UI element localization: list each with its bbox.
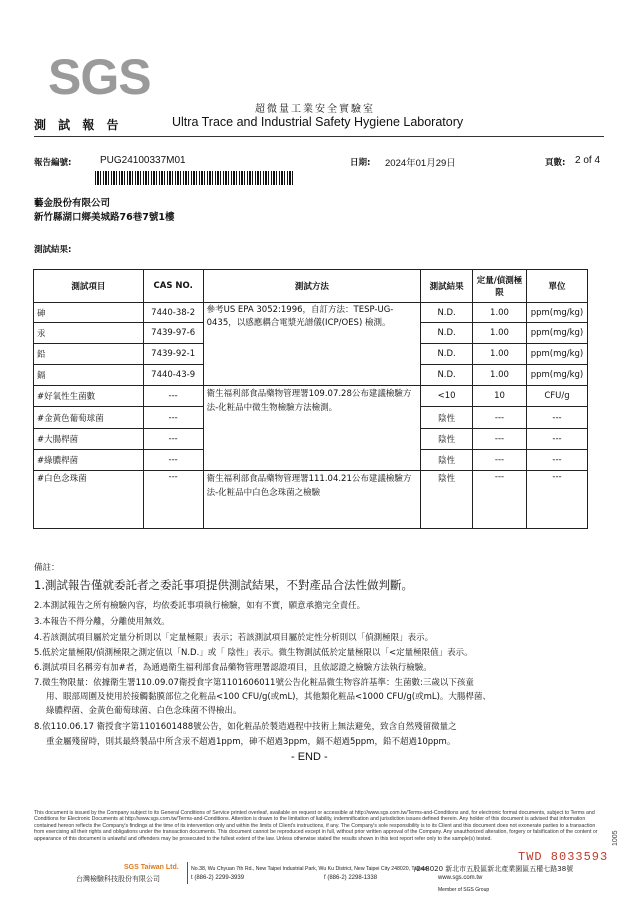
cell-item: 汞 xyxy=(34,323,144,344)
cell-limit: --- xyxy=(473,471,527,529)
cell-result: 陰性 xyxy=(421,429,473,450)
company-name-cn: 台灣檢驗科技股份有限公司 xyxy=(76,875,160,883)
cell-cas: 7439-92-1 xyxy=(143,344,203,365)
results-label: 測試結果: xyxy=(34,245,72,255)
cell-cas: --- xyxy=(143,386,203,407)
note-3: 3.本報告不得分離，分離使用無效。 xyxy=(34,617,170,627)
cell-limit: --- xyxy=(473,429,527,450)
cell-result: 陰性 xyxy=(421,450,473,471)
note-4: 4.若該測試項目屬於定量分析則以「定量極限」表示；若該測試項目屬於定性分析則以「偵測極限」表示。 xyxy=(34,633,434,643)
cell-cas: 7440-38-2 xyxy=(143,303,203,323)
client-address: 新竹縣湖口鄉美城路76巷7號1樓 xyxy=(34,212,175,223)
note-7b: 用、眼部周圍及使用於接觸黏膜部位之化粧品<100 CFU/g(或mL)，其他類化粧品<1000 CFU/g(或mL)。大腸桿菌、 xyxy=(46,692,491,702)
cell-item: #金黃色葡萄球菌 xyxy=(34,407,144,429)
page-label: 頁數: xyxy=(545,158,566,168)
cell-result: N.D. xyxy=(421,365,473,386)
col-header-cas: CAS NO. xyxy=(143,270,203,303)
cell-limit: --- xyxy=(473,450,527,471)
notes-label: 備註： xyxy=(34,563,60,573)
cell-unit: --- xyxy=(526,450,587,471)
sgs-logo: SGS xyxy=(48,49,151,105)
cell-method-candida: 衛生福利部食品藥物管理署111.04.21公布建議檢驗方法-化粧品中白色念珠菌之檢驗 xyxy=(203,471,421,529)
cell-result: N.D. xyxy=(421,303,473,323)
cell-result: N.D. xyxy=(421,323,473,344)
header-divider xyxy=(34,136,604,137)
cell-unit: ppm(mg/kg) xyxy=(526,365,587,386)
cell-limit: --- xyxy=(473,407,527,429)
serial-number: TWD 8033593 xyxy=(518,850,609,864)
note-7a: 7.微生物限量：依據衛生署110.09.07衛授食字第1101606011號公告化粧品微生物容許基準：生菌數:三歲以下孩童 xyxy=(34,678,474,688)
note-8b: 重金屬殘留時，則其最終製品中所含汞不超過1ppm，砷不超過3ppm，鎘不超過5ppm，鉛不超過10ppm。 xyxy=(46,737,456,747)
cell-item: 鉛 xyxy=(34,344,144,365)
table-row xyxy=(34,471,588,529)
client-name: 藝金股份有限公司 xyxy=(34,198,111,209)
cell-item: #白色念珠菌 xyxy=(34,471,144,529)
address-cn: /248020 新北市五股區新北產業園區五權七路38號 xyxy=(414,865,574,873)
results-table xyxy=(33,269,588,529)
telephone: t (886-2) 2299-3939 xyxy=(191,875,245,881)
col-header-unit: 單位 xyxy=(526,270,587,303)
cell-limit: 1.00 xyxy=(473,365,527,386)
cell-method-microbial: 衛生福利部食品藥物管理署109.07.28公布建議檢驗方法-化粧品中微生物檢驗方法檢測。 xyxy=(203,386,421,471)
cell-cas: --- xyxy=(143,450,203,471)
member-of-sgs: Member of SGS Group xyxy=(438,887,490,893)
cell-cas: --- xyxy=(143,471,203,529)
cell-unit: CFU/g xyxy=(526,386,587,407)
side-number: 1005 xyxy=(612,830,619,846)
cell-unit: --- xyxy=(526,429,587,450)
cell-unit: ppm(mg/kg) xyxy=(526,303,587,323)
address-en: No.38, Wu Chyuan 7th Rd., New Taipei Industrial Park, Wu Ku District, New Taipei City 248020, Taiwan xyxy=(191,866,428,872)
lab-name-cn: 超微量工業安全實驗室 xyxy=(255,104,375,115)
note-5: 5.低於定量極限/偵測極限之測定值以「N.D.」或「 陰性」表示。微生物測試低於定量極限以「<定量極限值」表示。 xyxy=(34,648,473,658)
col-header-method: 測試方法 xyxy=(203,270,421,303)
note-6: 6.測試項目名稱旁有加#者，為通過衛生福利部食品藥物管理署認證項目，且依認證之檢驗方法執行檢驗。 xyxy=(34,663,432,673)
cell-item: #綠膿桿菌 xyxy=(34,450,144,471)
cell-item: 砷 xyxy=(34,303,144,323)
cell-unit: ppm(mg/kg) xyxy=(526,344,587,365)
date-label: 日期: xyxy=(350,158,371,168)
company-name-en: SGS Taiwan Ltd. xyxy=(124,864,179,871)
lab-name-en: Ultra Trace and Industrial Safety Hygiene Laboratory xyxy=(172,115,464,129)
cell-cas: 7439-97-6 xyxy=(143,323,203,344)
report-no-label: 報告編號: xyxy=(34,158,72,168)
cell-unit: --- xyxy=(526,471,587,529)
cell-result: 陰性 xyxy=(421,471,473,529)
cell-limit: 1.00 xyxy=(473,323,527,344)
cell-limit: 1.00 xyxy=(473,303,527,323)
note-7c: 綠膿桿菌、金黃色葡萄球菌、白色念珠菌不得檢出。 xyxy=(46,706,242,716)
end-marker: - END - xyxy=(291,751,328,763)
fax: f (886-2) 2298-1338 xyxy=(324,875,378,881)
note-2: 2.本測試報告之所有檢驗內容，均依委託事項執行檢驗，如有不實，願意承擔完全責任。 xyxy=(34,601,366,611)
barcode xyxy=(95,171,295,185)
legal-disclaimer: This document is issued by the Company subject to its General Conditions of Service printed overleaf, available on request or accessible at http://www.sgs.com.tw/Terms-and-Conditions and, for electronic format documents, subject to Terms and Conditions for Electronic Documents at http://www.sgs.com.tw/Terms-and-Conditions. Attention is drawn to the limitation of liability, indemnification and jurisdiction issues defined therein. Any holder of this document is advised that information contained hereon reflects the Company's findings at the time of its intervention only and within the limits of Client's instructions, if any. The Company's sole responsibility is to its Client and this document does not exonerate parties to a transaction from exercising all their rights and obligations under the transaction documents. This document cannot be reproduced except in full, without prior written approval of the Company. Any unauthorized alteration, forgery or falsification of the content or appearance of this document is unlawful and offenders may be prosecuted to the fullest extent of the law. Unless otherwise stated the results shown in this test report refer only to the sample(s) tested. xyxy=(34,810,598,842)
cell-result: 陰性 xyxy=(421,407,473,429)
footer-divider xyxy=(187,862,188,884)
cell-unit: --- xyxy=(526,407,587,429)
note-1: 1.測試報告僅就委託者之委託事項提供測試結果，不對產品合法性做判斷。 xyxy=(34,578,413,592)
cell-limit: 1.00 xyxy=(473,344,527,365)
cell-item: 鎘 xyxy=(34,365,144,386)
table-header-row xyxy=(34,270,588,303)
cell-cas: --- xyxy=(143,407,203,429)
cell-item: #好氧性生菌數 xyxy=(34,386,144,407)
cell-result: N.D. xyxy=(421,344,473,365)
cell-unit: ppm(mg/kg) xyxy=(526,323,587,344)
cell-item: #大腸桿菌 xyxy=(34,429,144,450)
website: www.sgs.com.tw xyxy=(438,875,483,881)
cell-result: <10 xyxy=(421,386,473,407)
col-header-item: 測試項目 xyxy=(34,270,144,303)
table-row xyxy=(34,303,588,323)
note-8a: 8.依110.06.17 衛授食字第1101601488號公告，如化粧品於製造過程中技術上無法避免，致含自然殘留微量之 xyxy=(34,722,457,732)
cell-cas: --- xyxy=(143,429,203,450)
cell-method-heavy-metals: 參考US EPA 3052:1996，自訂方法：TESP-UG-0435，以感應耦合電漿光譜儀(ICP/OES) 檢測。 xyxy=(203,303,421,386)
table-row xyxy=(34,386,588,407)
col-header-result: 測試結果 xyxy=(421,270,473,303)
col-header-limit: 定量/偵測極限 xyxy=(473,270,527,303)
report-date: 2024年01月29日 xyxy=(385,158,456,169)
report-no: PUG24100337M01 xyxy=(100,155,186,166)
page-number: 2 of 4 xyxy=(575,155,601,166)
cell-cas: 7440-43-9 xyxy=(143,365,203,386)
cell-limit: 10 xyxy=(473,386,527,407)
report-title: 測 試 報 告 xyxy=(34,118,123,132)
